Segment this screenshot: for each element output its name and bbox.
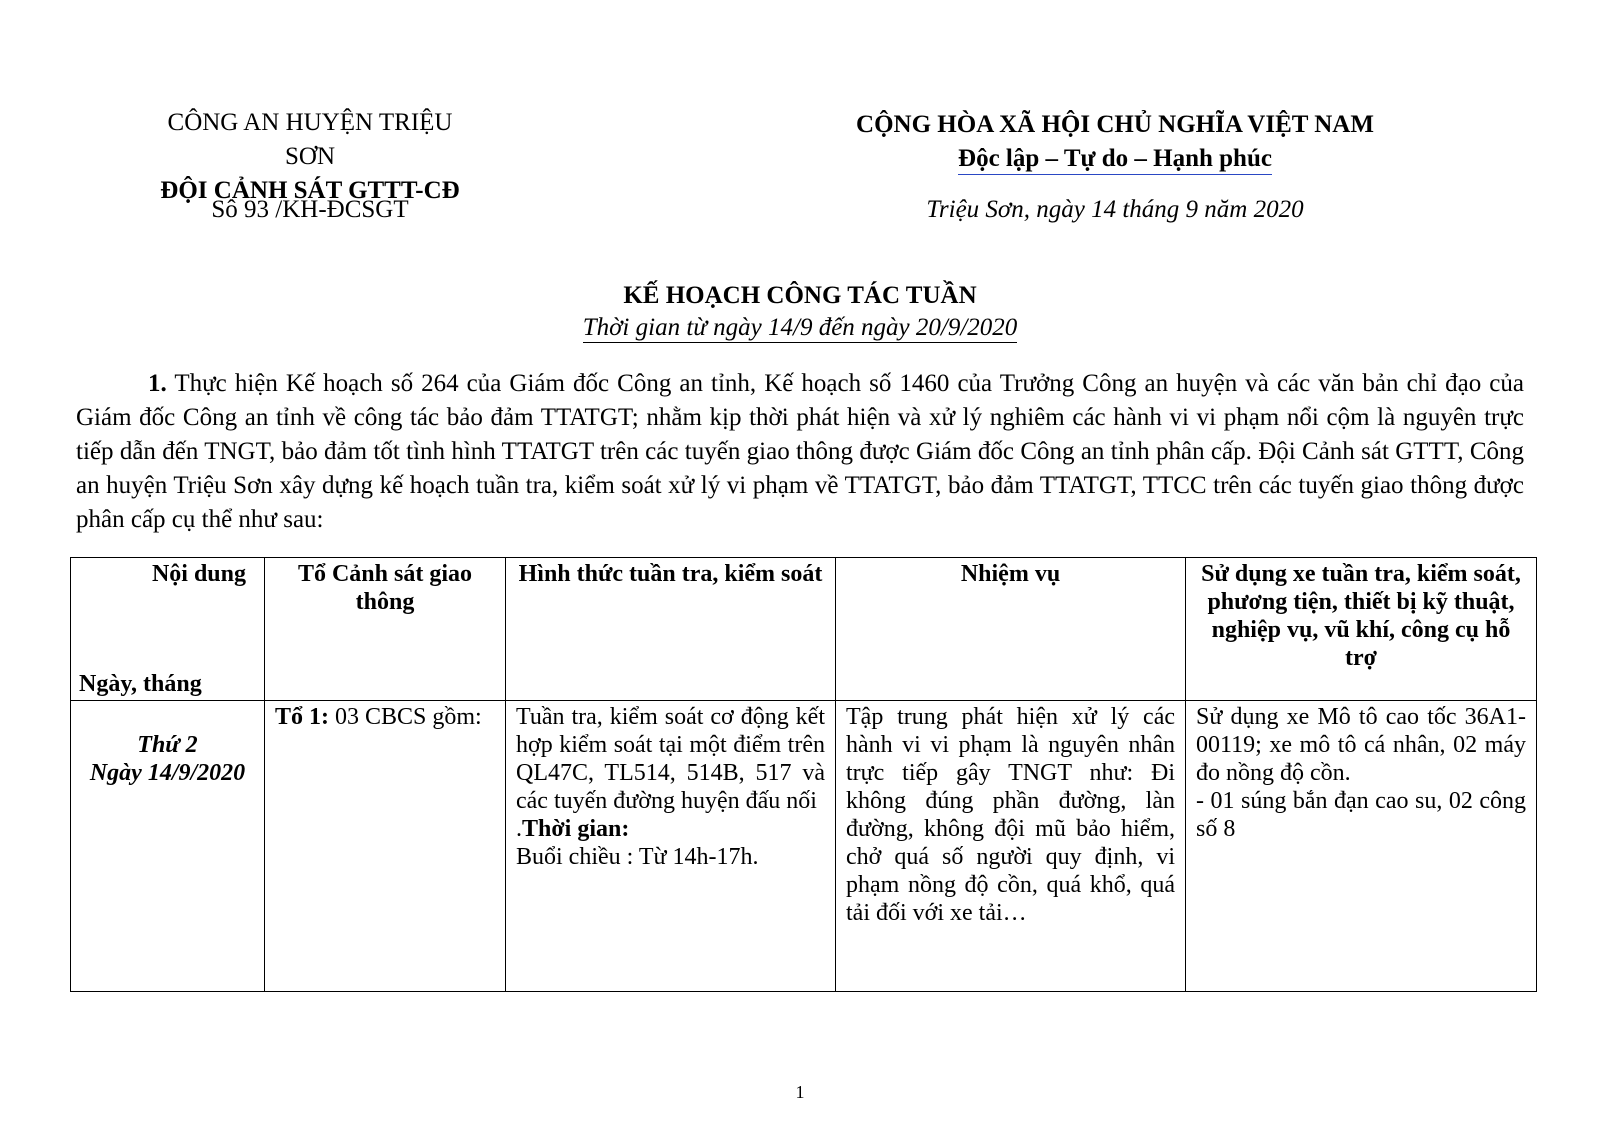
time-label: Thời gian:: [522, 816, 630, 842]
agency-unit: ĐỘI CẢNH SÁT GTTT-CĐ: [160, 177, 460, 204]
team-text: 03 CBCS gồm:: [329, 704, 482, 730]
row-team-cell: [265, 701, 506, 992]
header-date-content: [71, 558, 265, 701]
time-prefix: .: [516, 816, 522, 842]
plan-table: [70, 557, 1537, 992]
header-team: Tổ Cảnh sát giao thông: [265, 558, 506, 701]
document-number: Sô 93 /KH-ĐCSGT: [211, 196, 409, 223]
patrol-text: Tuần tra, kiểm soát cơ động kết hợp kiểm soát tại một điểm trên QL47C, TL514, 514B, 517 và các tuyến đường huyện đấu nối: [516, 704, 825, 814]
place-date: Triệu Sơn, ngày 14 tháng 9 năm 2020: [926, 196, 1304, 223]
team-label: Tổ 1:: [275, 704, 329, 730]
plan-title: KẾ HOẠCH CÔNG TÁC TUẦN: [623, 282, 977, 309]
header-left: [150, 106, 470, 208]
table-header-row: [71, 558, 1537, 701]
header-task: Nhiệm vụ: [836, 558, 1186, 701]
equipment-weapons: - 01 súng bắn đạn cao su, 02 công số 8: [1196, 788, 1526, 842]
row-date-cell: [71, 701, 265, 992]
header-content-label: Nội dung: [151, 561, 246, 587]
plan-period: Thời gian từ ngày 14/9 đến ngày 20/9/2020: [582, 314, 1018, 341]
motto: Độc lập – Tự do – Hạnh phúc: [958, 144, 1272, 175]
page-number: 1: [795, 1082, 805, 1102]
row-patrol-cell: [506, 701, 836, 992]
equipment-vehicles: Sử dụng xe Mô tô cao tốc 36A1- 00119; xe mô tô cá nhân, 02 máy đo nồng độ cồn.: [1196, 704, 1526, 786]
row-weekday: Thứ 2: [137, 732, 198, 758]
intro-text: Thực hiện Kế hoạch số 264 của Giám đốc Công an tỉnh, Kế hoạch số 1460 của Trưởng Công an huyện và các văn bản chỉ đạo của Giám đốc Công an tỉnh về công tác bảo đảm TTATGT; nhằm kịp thời phát hiện và xử lý nghiêm các hành vi vi phạm nổi cộm là nguyên trực tiếp dẫn đến TNGT, bảo đảm tốt tình hình TTATGT trên các tuyến giao thông được Giám đốc Công an tỉnh phân cấp. Đội Cảnh sát GTTT, Công an huyện Triệu Sơn xây dựng kế hoạch tuần tra, kiểm soát xử lý vi phạm về TTATGT, bảo đảm TTATGT, TTCC trên các tuyến giao thông được phân cấp cụ thể như sau:: [76, 370, 1524, 533]
country-name: CỘNG HÒA XÃ HỘI CHỦ NGHĨA VIỆT NAM: [856, 111, 1374, 138]
row-task-cell: Tập trung phát hiện xử lý các hành vi vi phạm là nguyên nhân trực tiếp gây TNGT như: Đi không đúng phần đường, làn đường, không đội mũ bảo hiểm, chở quá số người quy định, vi phạm nồng độ cồn, quá khổ, quá tải đối với xe tải…: [836, 701, 1186, 992]
header-right: [825, 108, 1405, 176]
agency-parent: CÔNG AN HUYỆN TRIỆU SƠN: [167, 109, 453, 170]
header-equipment: Sử dụng xe tuần tra, kiểm soát, phương tiện, thiết bị kỹ thuật, nghiệp vụ, vũ khí, công cụ hỗ trợ: [1186, 558, 1537, 701]
intro-number: 1.: [148, 370, 167, 397]
time-value: Buổi chiều : Từ 14h-17h.: [516, 844, 759, 870]
intro-paragraph: [76, 367, 1524, 537]
row-date: Ngày 14/9/2020: [89, 760, 246, 786]
header-patrol-form: Hình thức tuần tra, kiểm soát: [506, 558, 836, 701]
table-row: [71, 701, 1537, 992]
header-date-label: Ngày, tháng: [79, 671, 202, 697]
row-equipment-cell: [1186, 701, 1537, 992]
plan-subtitle: [0, 314, 1600, 342]
